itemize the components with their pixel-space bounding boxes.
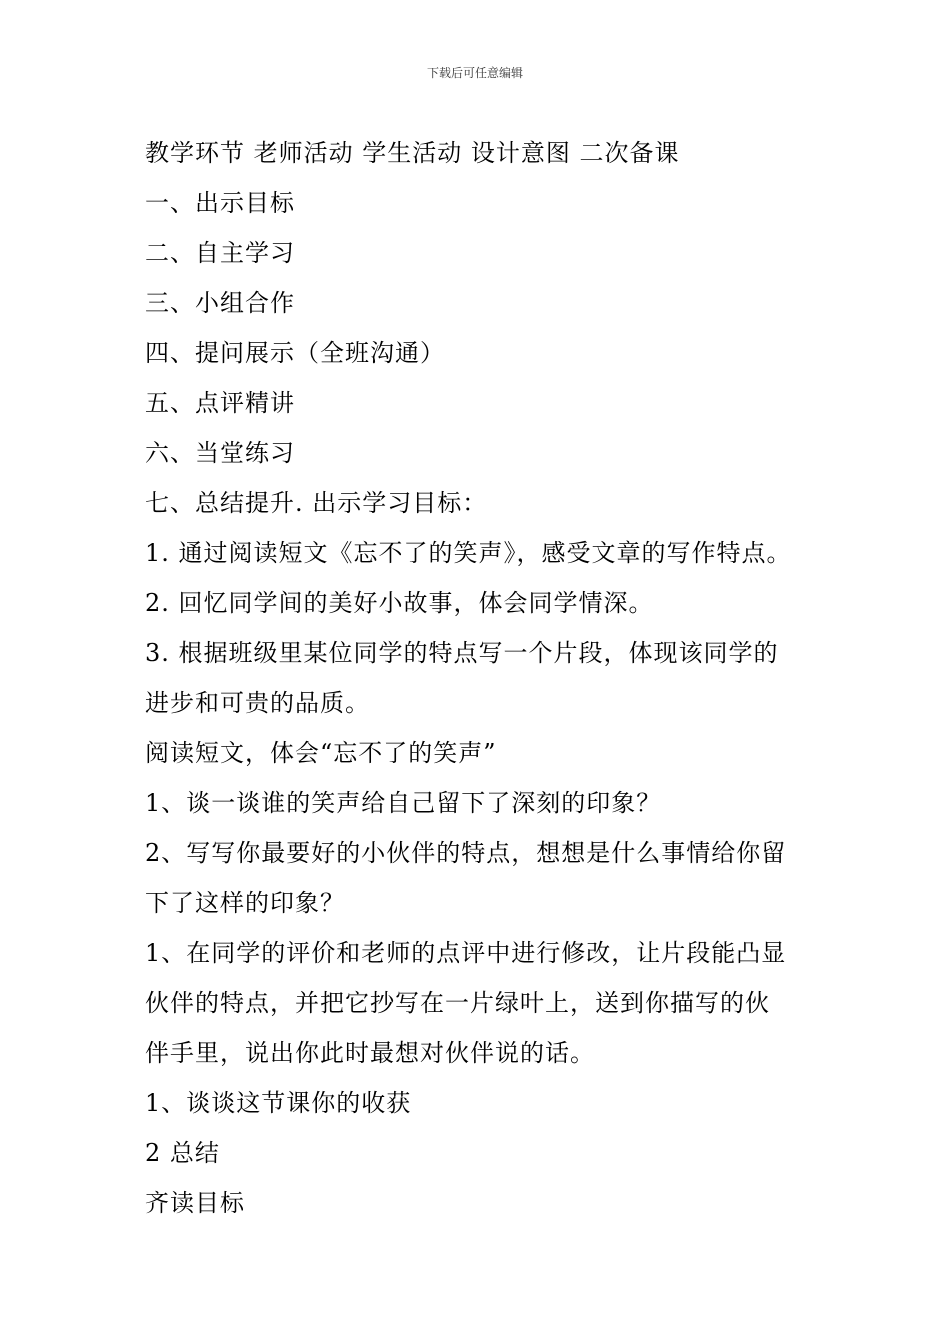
step-group-work: 三、小组合作 bbox=[145, 289, 295, 317]
question-2-line-1: 2、写写你最要好的小伙伴的特点，想想是什么事情给你留 bbox=[145, 839, 787, 867]
page-header-note: 下载后可任意编辑 bbox=[426, 66, 523, 80]
step-comment-explain: 五、点评精讲 bbox=[145, 389, 295, 417]
question-1: 1、谈一谈谁的笑声给自己留下了深刻的印象？ bbox=[145, 789, 662, 817]
goal-2: 2. 回忆同学间的美好小故事，体会同学情深。 bbox=[145, 589, 654, 617]
question-2-line-2: 下了这样的印象？ bbox=[145, 889, 345, 917]
step-questions-display: 四、提问展示（全班沟通） bbox=[145, 339, 445, 367]
revision-task-line-2: 伙伴的特点，并把它抄写在一片绿叶上，送到你描写的伙 bbox=[145, 989, 770, 1017]
goal-3-line-2: 进步和可贵的品质。 bbox=[145, 689, 370, 717]
table-header-row: 教学环节 老师活动 学生活动 设计意图 二次备课 bbox=[145, 139, 680, 167]
harvest-task: 1、谈谈这节课你的收获 bbox=[145, 1089, 412, 1117]
goal-3-line-1: 3. 根据班级里某位同学的特点写一个片段，体现该同学的 bbox=[145, 639, 779, 667]
step-summary: 七、总结提升. 出示学习目标： bbox=[145, 489, 488, 517]
revision-task-line-1: 1、在同学的评价和老师的点评中进行修改，让片段能凸显 bbox=[145, 939, 787, 967]
document-body bbox=[145, 128, 817, 1228]
revision-task-line-3: 伴手里，说出你此时最想对伙伴说的话。 bbox=[145, 1039, 595, 1067]
reading-task: 阅读短文，体会“忘不了的笑声” bbox=[145, 739, 497, 767]
step-class-practice: 六、当堂练习 bbox=[145, 439, 295, 467]
step-show-goals: 一、出示目标 bbox=[145, 189, 295, 217]
read-goals-task: 齐读目标 bbox=[145, 1189, 245, 1217]
step-self-study: 二、自主学习 bbox=[145, 239, 295, 267]
summary-task: 2 总结 bbox=[145, 1139, 220, 1167]
goal-1: 1. 通过阅读短文《忘不了的笑声》，感受文章的写作特点。 bbox=[145, 539, 792, 567]
